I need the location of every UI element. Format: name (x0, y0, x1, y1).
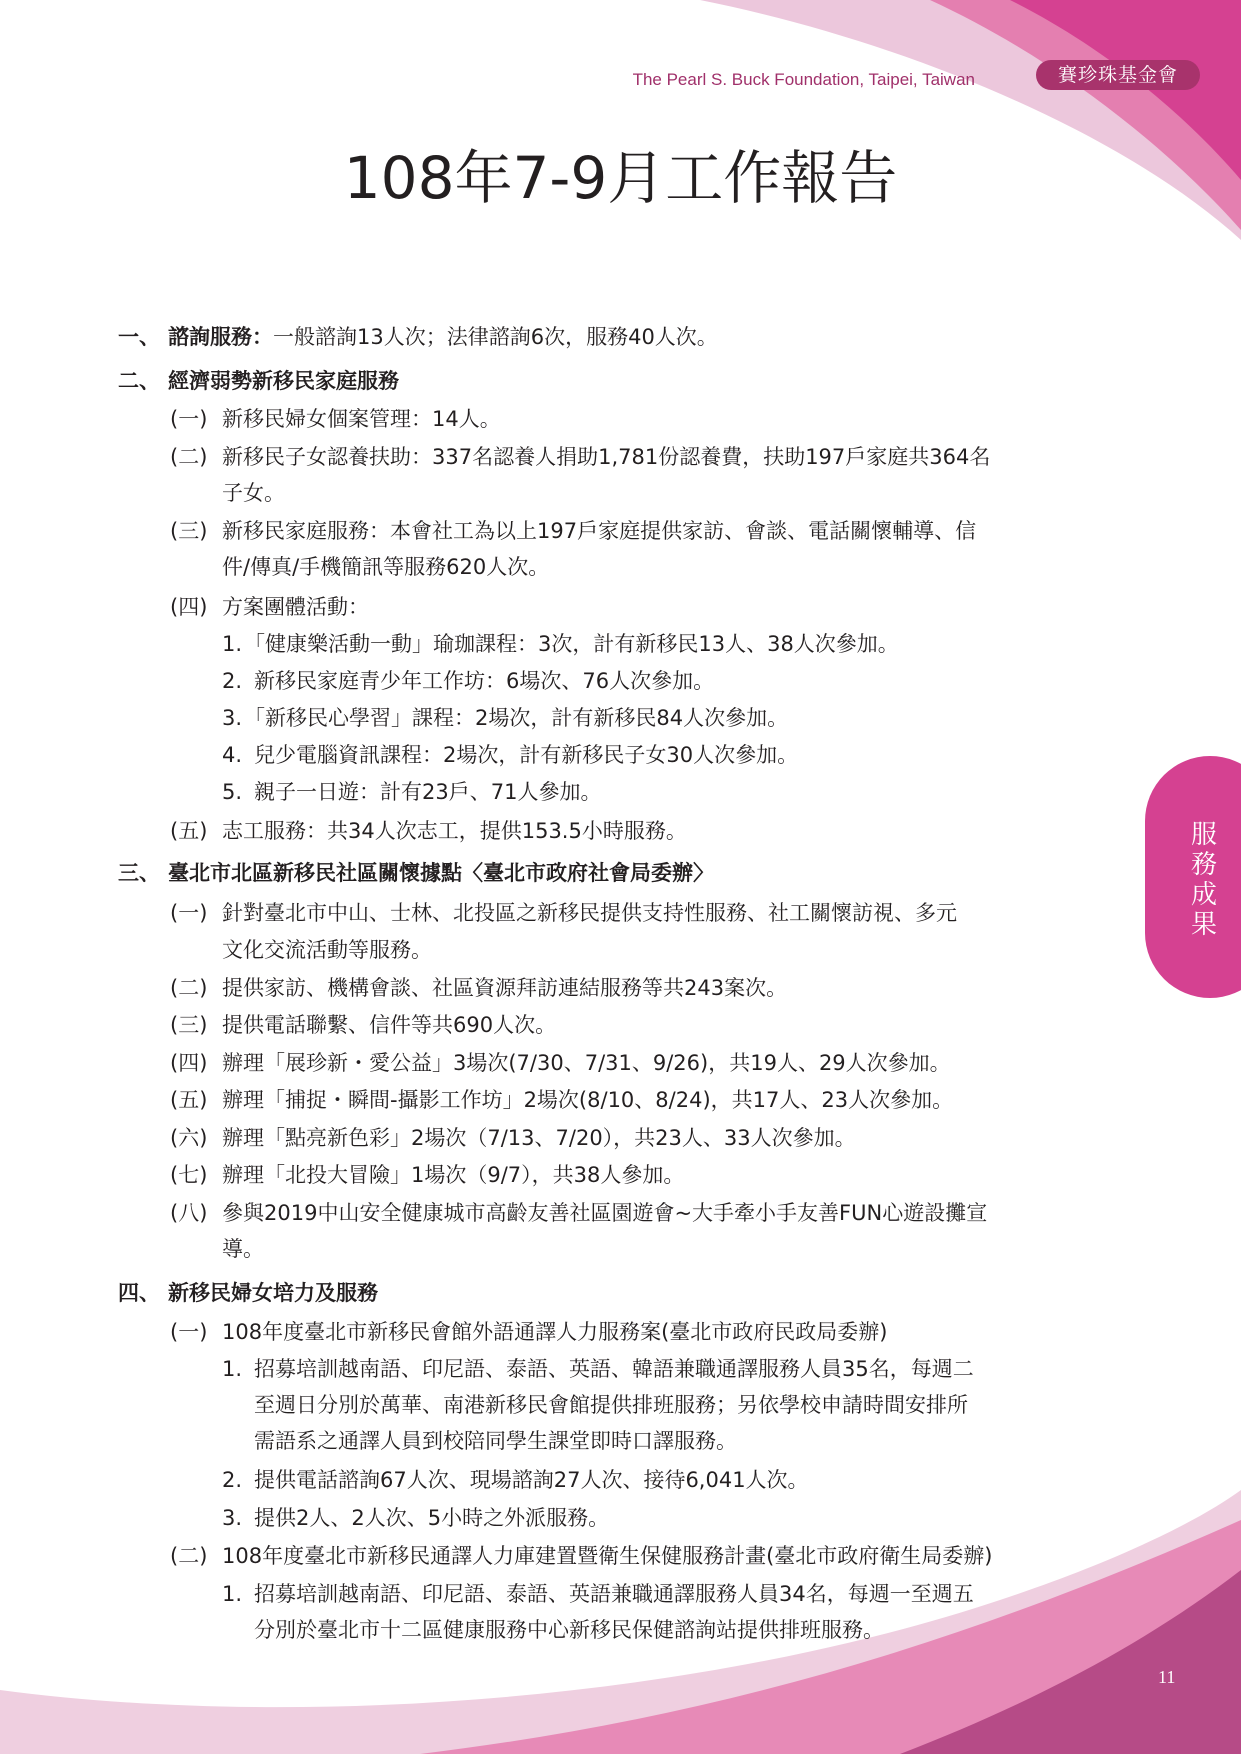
subitem-text: 提供2人、2人次、5小時之外派服務。 (254, 1506, 610, 1530)
subitem-text: 新移民家庭青少年工作坊：6場次、76人次參加。 (254, 669, 715, 693)
subitem-text: 提供電話諮詢67人次、現場諮詢27人次、接待6,041人次。 (254, 1468, 809, 1492)
item-marker: (四) (170, 1051, 208, 1075)
subitem-text: 兒少電腦資訊課程：2場次，計有新移民子女30人次參加。 (254, 743, 799, 767)
section-1-line (168, 320, 718, 354)
subitem-text: 招募培訓越南語、印尼語、泰語、英語兼職通譯服務人員34名，每週一至週五 (254, 1582, 974, 1606)
subitem-marker: 1. (222, 1357, 243, 1381)
subitem-marker: 5. (222, 780, 243, 804)
subitem-text: 「新移民心學習」課程：2場次，計有新移民84人次參加。 (244, 706, 789, 730)
item-marker: (三) (170, 519, 208, 543)
item-marker: (二) (170, 445, 208, 469)
section-marker: 一、 (118, 325, 160, 349)
item-text: 新移民家庭服務：本會社工為以上197戶家庭提供家訪、會談、電話關懷輔導、信 (222, 519, 977, 543)
item-marker: (二) (170, 976, 208, 1000)
section-title: 經濟弱勢新移民家庭服務 (168, 369, 399, 393)
item-marker: (一) (170, 407, 208, 431)
subitem-marker: 3. (222, 1506, 243, 1530)
item-text: 提供家訪、機構會談、社區資源拜訪連結服務等共243案次。 (222, 976, 788, 1000)
item-marker: (五) (170, 1088, 208, 1112)
item-marker: (三) (170, 1013, 208, 1037)
organization-badge: 賽珍珠基金會 (1036, 60, 1200, 90)
item-marker: (七) (170, 1163, 208, 1187)
subitem-text: 親子一日遊：計有23戶、71人參加。 (254, 780, 602, 804)
page-number: 11 (1158, 1667, 1176, 1687)
item-text: 提供電話聯繫、信件等共690人次。 (222, 1013, 557, 1037)
item-text: 件/傳真/手機簡訊等服務620人次。 (222, 555, 550, 579)
item-text: 108年度臺北市新移民會館外語通譯人力服務案(臺北市政府民政局委辦) (222, 1320, 888, 1344)
item-marker: (六) (170, 1126, 208, 1150)
subitem-marker: 4. (222, 743, 243, 767)
item-text: 新移民子女認養扶助：337名認養人捐助1,781份認養費，扶助197戶家庭共364名 (222, 445, 991, 469)
section-title: 諮詢服務： (168, 325, 273, 349)
page-title: 108年7-9月工作報告 (343, 144, 898, 212)
item-text: 辦理「北投大冒險」1場次（9/7），共38人參加。 (222, 1163, 685, 1187)
item-text: 108年度臺北市新移民通譯人力庫建置暨衛生保健服務計畫(臺北市政府衛生局委辦) (222, 1544, 993, 1568)
item-marker: (五) (170, 819, 208, 843)
item-text: 辦理「展珍新・愛公益」3場次(7/30、7/31、9/26)，共19人、29人次參加。 (222, 1051, 951, 1075)
subitem-text: 需語系之通譯人員到校陪同學生課堂即時口譯服務。 (254, 1429, 737, 1453)
item-marker: (四) (170, 595, 208, 619)
item-text: 辦理「捕捉・瞬間-攝影工作坊」2場次(8/10、8/24)，共17人、23人次參加。 (222, 1088, 954, 1112)
item-text: 志工服務：共34人次志工，提供153.5小時服務。 (222, 819, 687, 843)
section-text: 一般諮詢13人次；法律諮詢6次，服務40人次。 (273, 325, 718, 349)
section-marker: 二、 (118, 369, 160, 393)
section-marker: 四、 (118, 1281, 160, 1305)
item-marker: (一) (170, 1320, 208, 1344)
subitem-text: 「健康樂活動一動」瑜珈課程：3次，計有新移民13人、38人次參加。 (244, 632, 899, 656)
item-marker: (二) (170, 1544, 208, 1568)
item-text: 新移民婦女個案管理：14人。 (222, 407, 501, 431)
item-text: 辦理「點亮新色彩」2場次（7/13、7/20），共23人、33人次參加。 (222, 1126, 856, 1150)
item-marker: (八) (170, 1201, 208, 1225)
item-text: 針對臺北市中山、士林、北投區之新移民提供支持性服務、社工關懷訪視、多元 (222, 901, 957, 925)
subitem-marker: 2. (222, 1468, 243, 1492)
subitem-marker: 3. (222, 706, 243, 730)
item-marker: (一) (170, 901, 208, 925)
section-marker: 三、 (118, 861, 160, 885)
item-text: 參與2019中山安全健康城市高齡友善社區園遊會~大手牽小手友善FUN心遊設攤宣 (222, 1201, 988, 1225)
subitem-marker: 1. (222, 632, 243, 656)
subitem-text: 至週日分別於萬華、南港新移民會館提供排班服務；另依學校申請時間安排所 (254, 1393, 968, 1417)
item-text: 文化交流活動等服務。 (222, 938, 432, 962)
side-tab-label: 服務成果 (1190, 820, 1217, 940)
subitem-marker: 1. (222, 1582, 243, 1606)
item-text: 導。 (222, 1237, 264, 1261)
subitem-marker: 2. (222, 669, 243, 693)
subitem-text: 分別於臺北市十二區健康服務中心新移民保健諮詢站提供排班服務。 (254, 1618, 884, 1642)
subitem-text: 招募培訓越南語、印尼語、泰語、英語、韓語兼職通譯服務人員35名，每週二 (254, 1357, 974, 1381)
organization-english-name: The Pearl S. Buck Foundation, Taipei, Taiwan (632, 70, 975, 89)
item-text: 方案團體活動： (222, 595, 369, 619)
section-title: 新移民婦女培力及服務 (168, 1281, 378, 1305)
item-text: 子女。 (222, 481, 285, 505)
section-title: 臺北市北區新移民社區關懷據點〈臺北市政府社會局委辦〉 (168, 861, 714, 885)
